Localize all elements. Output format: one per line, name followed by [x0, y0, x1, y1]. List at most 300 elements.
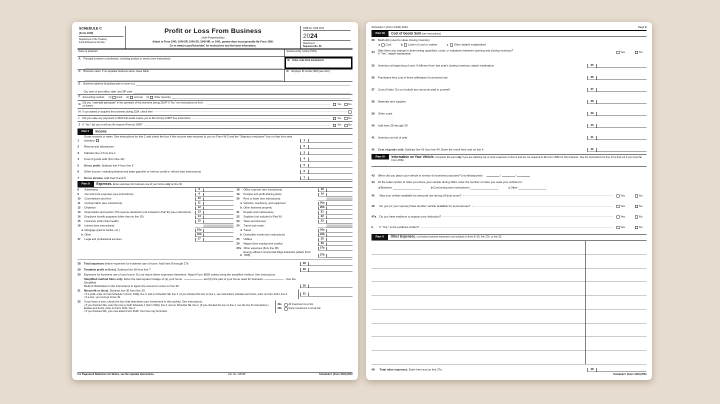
yes-checkbox[interactable]	[616, 216, 619, 219]
expense-row	[237, 234, 353, 238]
sub-label: Commuting (see instructions)	[433, 186, 470, 190]
amount-cell[interactable]	[327, 243, 353, 247]
line30-use: . Use the Simplified	[84, 277, 296, 285]
amount-cell[interactable]	[309, 145, 353, 149]
line-ref-box: 35	[588, 64, 597, 68]
option-label: Accrual	[134, 95, 143, 99]
expense-description-cell[interactable]	[372, 323, 586, 337]
amount-cell[interactable]	[327, 207, 353, 211]
goto-instruction: Go to www.irs.gov/ScheduleC for instructions and the latest information.	[169, 44, 257, 48]
amount-cell[interactable]	[204, 189, 234, 193]
line-number: b	[240, 206, 242, 210]
line32b-label: Some investment is not at risk.	[288, 307, 322, 310]
line-ref-box: 11	[195, 202, 204, 205]
amount-cell[interactable]	[597, 112, 647, 116]
amount-cell[interactable]	[597, 100, 647, 104]
option-letter: a	[378, 43, 381, 47]
line34-block	[372, 49, 647, 56]
field-row-a-b	[78, 57, 353, 70]
option-number: (3)	[146, 96, 150, 99]
no-label: No	[348, 123, 352, 127]
no-label: No	[348, 103, 352, 107]
amount-cell[interactable]	[204, 198, 234, 202]
line-ref-box: 20a	[318, 202, 327, 205]
yes-label: Yes	[620, 50, 625, 54]
i-no-checkbox[interactable]	[344, 117, 347, 120]
amount-cell[interactable]	[327, 189, 353, 193]
field-d-key: D	[286, 69, 289, 73]
line-number: 4	[77, 158, 80, 162]
amount-cell[interactable]	[597, 88, 647, 92]
amount-cell[interactable]	[597, 148, 647, 152]
expense-row	[237, 216, 353, 220]
part5-title: Other Expenses.	[390, 235, 416, 239]
no-label: No	[348, 116, 352, 120]
line-number: a	[240, 202, 242, 206]
other-expense-row	[372, 268, 647, 282]
mileage-entry	[379, 186, 422, 189]
line48-label: Enter here and on line 27a	[408, 368, 442, 372]
amount-cell[interactable]	[309, 170, 353, 174]
accounting-method-checkbox[interactable]	[150, 96, 153, 99]
other-specify-input-area[interactable]	[172, 96, 351, 99]
line-ref-box: 48	[588, 368, 597, 372]
line-label: Commissions and fees	[84, 197, 112, 201]
dot-leader	[154, 112, 347, 113]
line-number: 46	[371, 204, 375, 208]
line-ref-box: 3	[300, 151, 309, 155]
sub-letter: b	[430, 186, 433, 190]
yes-checkbox[interactable]	[616, 226, 619, 229]
line-label: Repairs and maintenance	[243, 211, 274, 215]
expense-row	[78, 216, 234, 220]
line-number: 24	[236, 224, 240, 228]
line48-bold: Total other expenses.	[379, 368, 409, 372]
amount-cell[interactable]	[327, 216, 353, 220]
line-ref-box: 1	[300, 139, 309, 143]
part2-title: Expenses.	[96, 182, 113, 186]
expense-row	[237, 198, 353, 202]
inventory-method-option	[379, 43, 392, 46]
amount-cell[interactable]	[309, 139, 353, 143]
vehicle-question-row	[372, 201, 647, 212]
line-number: 10	[77, 197, 81, 201]
line31-bullet1: • If a profit, enter on both Schedule 1 (Form 1040), line 3, and on Schedule SE, line 2. (If you checked the box on line 1, see instructions.) Estates and trusts, enter on Form 1041, line 3.	[84, 293, 288, 297]
expense-amount-cell[interactable]	[586, 282, 647, 296]
no-label: No	[638, 225, 643, 229]
income-line-row	[78, 168, 353, 174]
expense-row	[237, 211, 353, 215]
line-number: 21	[236, 211, 240, 215]
sub-label: Other	[510, 186, 518, 190]
simplified-bold: Simplified method filers only:	[84, 277, 124, 281]
g-yes-checkbox[interactable]	[333, 103, 336, 106]
some-investment-not-at-risk-checkbox[interactable]	[285, 307, 288, 310]
part1-title: Income	[95, 129, 107, 134]
amount-cell[interactable]	[204, 225, 234, 229]
line-label-bold: Cost of goods sold.	[378, 148, 405, 152]
line-number: 8	[77, 188, 79, 192]
other-expense-row	[372, 241, 647, 255]
name-label: Name of proprietor	[78, 49, 98, 53]
amount-cell[interactable]	[204, 229, 234, 233]
other-expenses-rows	[372, 241, 647, 365]
expense-row	[78, 234, 234, 238]
expense-row	[237, 207, 353, 211]
line-number: a	[81, 229, 83, 233]
line34-yes-checkbox[interactable]	[616, 51, 619, 54]
business-sqft-input[interactable]	[265, 277, 284, 280]
part2-subtitle-pre: Enter expenses for business use of your home	[112, 182, 166, 186]
line-label: Returns and allowances	[84, 145, 114, 149]
line-ref-box: 37	[588, 88, 597, 92]
line32a-label: All investment is at risk.	[288, 303, 314, 306]
line-number: 30	[77, 273, 81, 277]
line-label: Cost of goods sold (from line 42)	[84, 158, 125, 162]
form-footer-title: Schedule C (Form 1040) 2024	[613, 373, 647, 377]
dept-line2: Internal Revenue Service	[79, 40, 105, 44]
line-label-bold: Total expenses	[84, 262, 104, 266]
omb-block	[301, 26, 353, 48]
amount-cell[interactable]	[327, 225, 353, 229]
expense-row	[78, 211, 234, 215]
option-label: Cash	[116, 95, 123, 99]
line-number: 43	[371, 174, 375, 178]
amount-cell[interactable]	[327, 220, 353, 224]
expense-amount-cell[interactable]	[586, 323, 647, 337]
expense-row	[78, 229, 234, 233]
line-number: 29	[77, 268, 81, 272]
line-number: 5	[77, 164, 80, 168]
yes-checkbox[interactable]	[616, 205, 619, 208]
mileage-input[interactable]	[471, 187, 499, 190]
yes-label: Yes	[620, 225, 625, 229]
expense-amount-cell[interactable]	[586, 310, 647, 324]
expense-row	[237, 247, 353, 251]
accounting-method-option	[109, 96, 123, 99]
amount-cell[interactable]	[327, 202, 353, 206]
line-ref-box: 25	[318, 238, 327, 241]
amount-cell[interactable]	[597, 76, 647, 80]
line-label: Other expenses (from line 48)	[243, 247, 279, 251]
j-no-checkbox[interactable]	[344, 124, 347, 127]
line-label-bold: Tentative profit or (loss).	[84, 268, 117, 272]
line-number: 40	[371, 124, 375, 128]
expense-amount-cell[interactable]	[586, 337, 647, 351]
field-e-city-input-area[interactable]	[133, 90, 350, 93]
line31-block	[78, 290, 353, 300]
line-ref-box: 13	[195, 211, 204, 214]
other-expense-row	[372, 323, 647, 337]
amount-cell[interactable]	[327, 247, 353, 251]
field-c-input-area[interactable]	[85, 78, 283, 81]
line34-label2: If “Yes,” attach explanation	[378, 52, 412, 56]
expense-amount-cell[interactable]	[586, 268, 647, 282]
line43-row	[372, 170, 647, 178]
line-label: Add lines 5 and 6	[103, 176, 126, 180]
amount-cell[interactable]	[597, 124, 647, 128]
line32-bullet1: • If you checked 32a, enter the loss on both Schedule 1 (Form 1040), line 3, and on Schedule SE, line 2. (If you checked the box on line 1, see the line 31 instructions.) Estates and trusts, enter on Form 1041, line 3.	[84, 304, 269, 311]
line-label: Vehicles, machinery, and equipment	[243, 202, 286, 206]
line-number: b	[371, 225, 374, 229]
line-number: 48	[371, 368, 375, 372]
amount-cell[interactable]	[327, 234, 353, 238]
line-number: 11	[77, 202, 81, 206]
expense-row	[237, 243, 353, 247]
omb-number: OMB No. 1545-0074	[303, 27, 325, 30]
mileage-input[interactable]	[519, 187, 547, 190]
line-label-bold: Gross profit.	[84, 164, 101, 168]
field-b-label: Enter code from instructions	[292, 58, 324, 62]
field-g-key: G	[78, 103, 81, 107]
field-h-key: H	[78, 110, 81, 114]
line-label: Contract labor (see instructions)	[84, 202, 123, 206]
field-e-label1: Business address (including suite or room no.)	[83, 82, 135, 86]
amount-cell[interactable]	[309, 284, 353, 288]
line-number: 27a	[236, 247, 241, 251]
amount-cell[interactable]	[204, 211, 234, 215]
line-number: 26	[236, 242, 240, 246]
line30-block	[78, 274, 353, 289]
inventory-method-option	[401, 43, 437, 46]
line-label: Depreciation and section 179 expense deduction (not included in Part III) (see instructions)	[84, 211, 191, 215]
line-ref-box: 16a	[195, 229, 204, 232]
catalog-number: Cat. No. 11334P	[227, 373, 246, 377]
amount-cell[interactable]	[309, 164, 353, 168]
amount-cell[interactable]	[597, 64, 647, 68]
expense-description-cell[interactable]	[372, 337, 586, 351]
expense-description-cell[interactable]	[372, 296, 586, 310]
expense-row	[237, 202, 353, 206]
line-ref-box: 41	[588, 136, 597, 140]
part3-note: (see instructions)	[421, 32, 441, 36]
line-label: Mortgage (paid to banks, etc.)	[84, 229, 120, 233]
field-a-input-area[interactable]	[85, 65, 283, 68]
line-ref-box: 21	[318, 211, 327, 214]
statutory-employee-checkbox[interactable]	[96, 139, 99, 142]
line-label: Materials and supplies	[378, 100, 406, 104]
attach-instruction: Attach to Form 1040, 1040-SR, 1040-SS, 1040-NR, or 1041; partnerships must generally file Form 1065.	[152, 40, 274, 44]
page2-footer	[372, 374, 647, 377]
line-number: 6	[77, 170, 80, 174]
field-f-label: Accounting method:	[82, 95, 105, 99]
amount-cell[interactable]	[327, 254, 353, 258]
vehicle-date-input[interactable]: / /	[486, 174, 530, 178]
proprietor-row	[78, 49, 353, 57]
part2-header-bar	[78, 181, 353, 187]
cogs-line-row	[372, 104, 647, 116]
line-label: Inventory at beginning of year. If different from last year's closing inventory, attach explanation	[378, 64, 494, 68]
amount-cell[interactable]	[309, 268, 353, 272]
line-number: 37	[371, 88, 375, 92]
part4-title: Information on Your Vehicle.	[391, 155, 435, 159]
amount-cell[interactable]	[597, 368, 647, 372]
expense-description-cell[interactable]	[372, 282, 586, 296]
line-label: Supplies (not included in Part III)	[243, 215, 282, 219]
no-checkbox[interactable]	[635, 226, 638, 229]
line-label: Inventory at end of year	[378, 136, 408, 140]
no-label: No	[638, 204, 643, 208]
line30-label: Expenses for business use of your home. Do not report these expenses elsewhere. Attach Form 8829 unless using the simplified method. See instructions.	[84, 273, 276, 277]
mileage-entry	[509, 186, 548, 189]
mileage-input[interactable]	[393, 187, 421, 190]
brace-rule	[276, 301, 277, 314]
expense-row	[78, 225, 234, 229]
amount-cell[interactable]	[204, 234, 234, 238]
yes-checkbox[interactable]	[616, 195, 619, 198]
expense-amount-cell[interactable]	[586, 351, 647, 365]
field-b-code-box[interactable]	[285, 57, 353, 69]
dot-leader	[207, 104, 330, 105]
line-number: 25	[236, 238, 240, 242]
form-id-block	[78, 26, 126, 48]
amount-cell[interactable]	[327, 229, 353, 233]
all-investment-at-risk-checkbox[interactable]	[285, 303, 288, 306]
name-of-proprietor-field[interactable]	[78, 49, 285, 56]
income-line-row	[78, 143, 353, 149]
line43-label: When did you place your vehicle in service for business purposes? (month/day/year)	[378, 174, 483, 178]
amount-cell[interactable]	[327, 211, 353, 215]
schedule-c-page-1	[72, 22, 358, 380]
field-a-label: Principal business or profession, including product or service (see instructions)	[83, 57, 171, 61]
line-ref-box: 24a	[318, 229, 327, 232]
form-header-title: Schedule C (Form 1040) 2024	[371, 26, 408, 29]
line-ref-box: 12	[195, 207, 204, 210]
line-number: 13	[77, 211, 81, 215]
field-c-label: Business name. If no separate business name, leave blank.	[83, 69, 150, 73]
line-number: 47a	[371, 215, 377, 219]
home-sqft-input[interactable]	[184, 277, 203, 280]
part4-desc-pre: Complete this part	[435, 155, 457, 159]
other-expense-row	[372, 351, 647, 365]
line-label: Energy efficient commercial bldgs deduction (attach Form 7205)	[243, 251, 312, 258]
line-ref-box: 7	[300, 176, 309, 180]
dot-leader	[421, 227, 613, 228]
line-ref-box: 30	[300, 284, 309, 288]
line-label: Rent or lease (see instructions):	[243, 197, 281, 201]
line-ref-box: 18	[318, 189, 327, 192]
amount-cell[interactable]	[204, 220, 234, 224]
line-number: b	[240, 233, 242, 237]
amount-cell[interactable]	[327, 238, 353, 242]
field-e-key: E	[78, 82, 81, 86]
line-ref-box: 28	[300, 262, 309, 266]
inventory-method-checkbox[interactable]	[382, 44, 385, 47]
amount-cell[interactable]	[309, 176, 353, 180]
j-yes-checkbox[interactable]	[333, 124, 336, 127]
no-checkbox[interactable]	[635, 195, 638, 198]
expense-amount-cell[interactable]	[586, 255, 647, 269]
line-number: 32	[77, 300, 81, 304]
vehicle-questions	[372, 191, 647, 233]
line-number: 15	[77, 220, 81, 224]
amount-cell[interactable]	[204, 207, 234, 211]
g-no-checkbox[interactable]	[344, 103, 347, 106]
amount-cell[interactable]	[204, 193, 234, 197]
line-ref-box: 27b	[319, 253, 325, 257]
part2-subtitle-post: on line 30.	[170, 182, 183, 186]
amount-cell[interactable]	[204, 202, 234, 206]
form-page-1	[72, 22, 358, 380]
line-number: 45	[371, 194, 375, 198]
line-number: 41	[371, 136, 375, 140]
line-label: Other income, including federal and state gasoline or fuel tax credit or refund (see instructions)	[84, 170, 201, 174]
amount-cell[interactable]	[327, 193, 353, 197]
ssn-label: Social security number (SSN)	[286, 49, 317, 53]
line-ref-box: 36	[588, 76, 597, 80]
line-ref-box: 9	[195, 193, 204, 196]
accounting-method-checkbox[interactable]	[112, 96, 115, 99]
expense-description-cell[interactable]	[372, 255, 586, 269]
other-expense-row	[372, 296, 647, 310]
line-label: Travel and meals:	[243, 224, 265, 228]
no-checkbox[interactable]	[635, 216, 638, 219]
expense-amount-cell[interactable]	[586, 241, 647, 255]
expense-amount-cell[interactable]	[586, 296, 647, 310]
amount-cell[interactable]	[309, 292, 353, 296]
line-number: 44	[371, 181, 375, 185]
expense-description-cell[interactable]	[372, 241, 586, 255]
dot-leader	[443, 217, 613, 218]
simplified-rest: Enter the total square footage of (a) your home:	[123, 277, 183, 281]
no-checkbox[interactable]	[635, 205, 638, 208]
no-label: No	[638, 215, 643, 219]
line-number: 39	[371, 112, 375, 116]
inventory-method-checkbox[interactable]	[450, 44, 453, 47]
inventory-method-checkbox[interactable]	[404, 44, 407, 47]
amount-cell[interactable]	[327, 198, 353, 202]
dot-leader	[144, 125, 330, 126]
mileage-subrow	[379, 186, 647, 189]
line-ref-box: 42	[588, 148, 597, 152]
amount-cell[interactable]	[309, 157, 353, 161]
brace-rule	[298, 290, 299, 300]
part2-chip: Part II	[78, 182, 94, 187]
amount-cell[interactable]	[204, 216, 234, 220]
line-number: 42	[371, 148, 375, 152]
amount-cell[interactable]	[309, 151, 353, 155]
line-number: 20	[236, 197, 240, 201]
line32b-number: 32b	[277, 307, 282, 310]
expense-description-cell[interactable]	[372, 351, 586, 365]
dept-line1: Department of the Treasury	[79, 37, 107, 41]
expense-description-cell[interactable]	[372, 310, 586, 324]
ssn-field[interactable]	[285, 49, 353, 56]
line-number: 14	[77, 215, 81, 219]
part4-header-bar	[372, 154, 647, 167]
line34-no-checkbox[interactable]	[635, 51, 638, 54]
line-number: 18	[236, 188, 240, 192]
line-number: 3	[77, 151, 80, 155]
line31-bullet2: • If a loss, you must go to line 32.	[84, 296, 121, 300]
accounting-method-checkbox[interactable]	[130, 96, 133, 99]
no-label: No	[638, 194, 643, 198]
field-e-label2: City, town or post office, state, and ZIP code	[83, 90, 133, 94]
expense-description-cell[interactable]	[372, 268, 586, 282]
line32-bullet2: • If you checked 32b, you must attach Form 6198. Your loss may be limited.	[84, 310, 168, 314]
amount-cell[interactable]	[204, 238, 234, 242]
amount-cell[interactable]	[597, 136, 647, 140]
h-checkbox[interactable]	[349, 111, 352, 114]
divider	[79, 36, 124, 37]
field-d-ein-box[interactable]	[285, 69, 353, 81]
i-yes-checkbox[interactable]	[333, 117, 336, 120]
line-ref-box: 15	[195, 220, 204, 223]
option-number: (2)	[126, 96, 130, 99]
line-ref-box: 5	[300, 164, 309, 168]
line-label: Other	[84, 233, 92, 237]
vehicle-question-row	[372, 191, 647, 202]
